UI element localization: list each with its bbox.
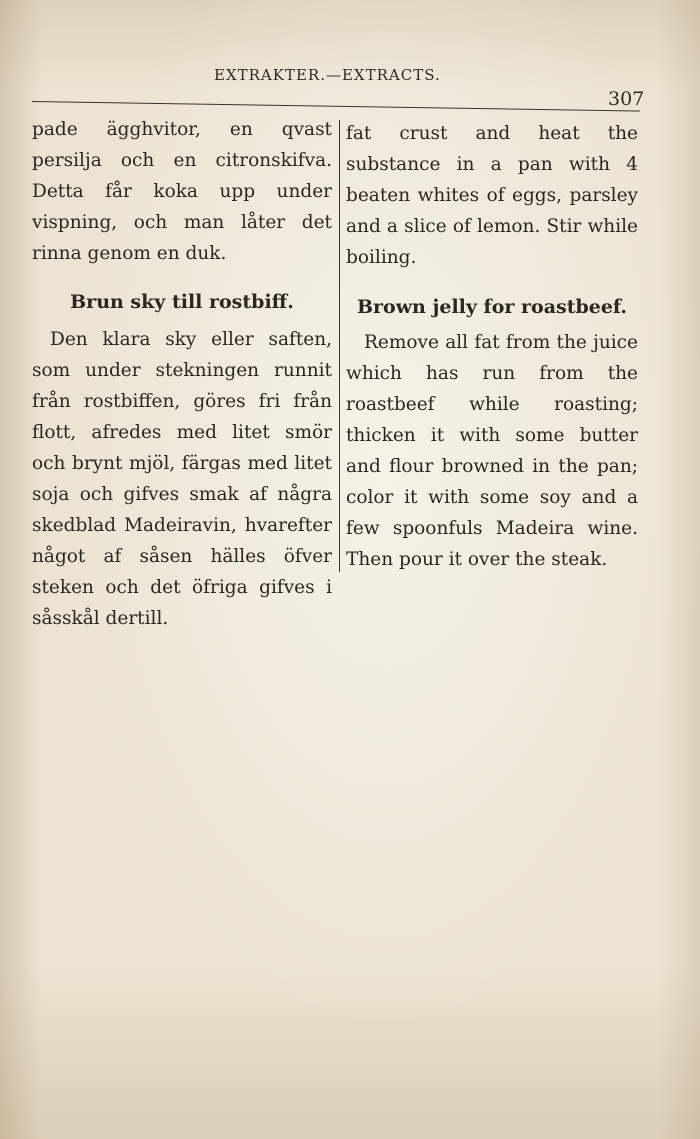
header-rule: [32, 101, 640, 112]
swedish-column: [32, 114, 332, 634]
running-title: EXTRAKTER.—EXTRACTS.: [214, 66, 441, 84]
english-recipe-heading: Brown jelly for roastbeef.: [356, 296, 628, 318]
swedish-recipe-heading: Brun sky till rostbiff.: [70, 291, 294, 313]
column-divider: [339, 120, 340, 572]
page-number: 307: [608, 88, 645, 110]
swedish-recipe-body: Den klara sky eller saften, som under stekningen runnit från rostbiffen, göres fri från flott, afredes med litet smör och brynt mjöl, färgas med litet soja och gifves smak af några skedblad Madeiravin, hvarefter något af såsen hälles öfver steken och det öfriga gifves i såsskål dertill.: [32, 329, 332, 629]
english-lead-paragraph: fat crust and heat the substance in a pan with 4 beaten whites of eggs, parsley and a slice of lemon. Stir while boiling.: [346, 123, 638, 268]
english-recipe-body: Remove all fat from the juice which has run from the roastbeef while roasting; thicken it with some butter and flour browned in the pan; color it with some soy and a few spoonfuls Madeira wine. Then pour it over the steak.: [346, 332, 638, 570]
swedish-lead-paragraph: pade ägghvitor, en qvast persilja och en citronskifva. Detta får koka upp under vispning, och man låter det rinna genom en duk.: [32, 119, 332, 264]
english-column: [346, 118, 638, 575]
